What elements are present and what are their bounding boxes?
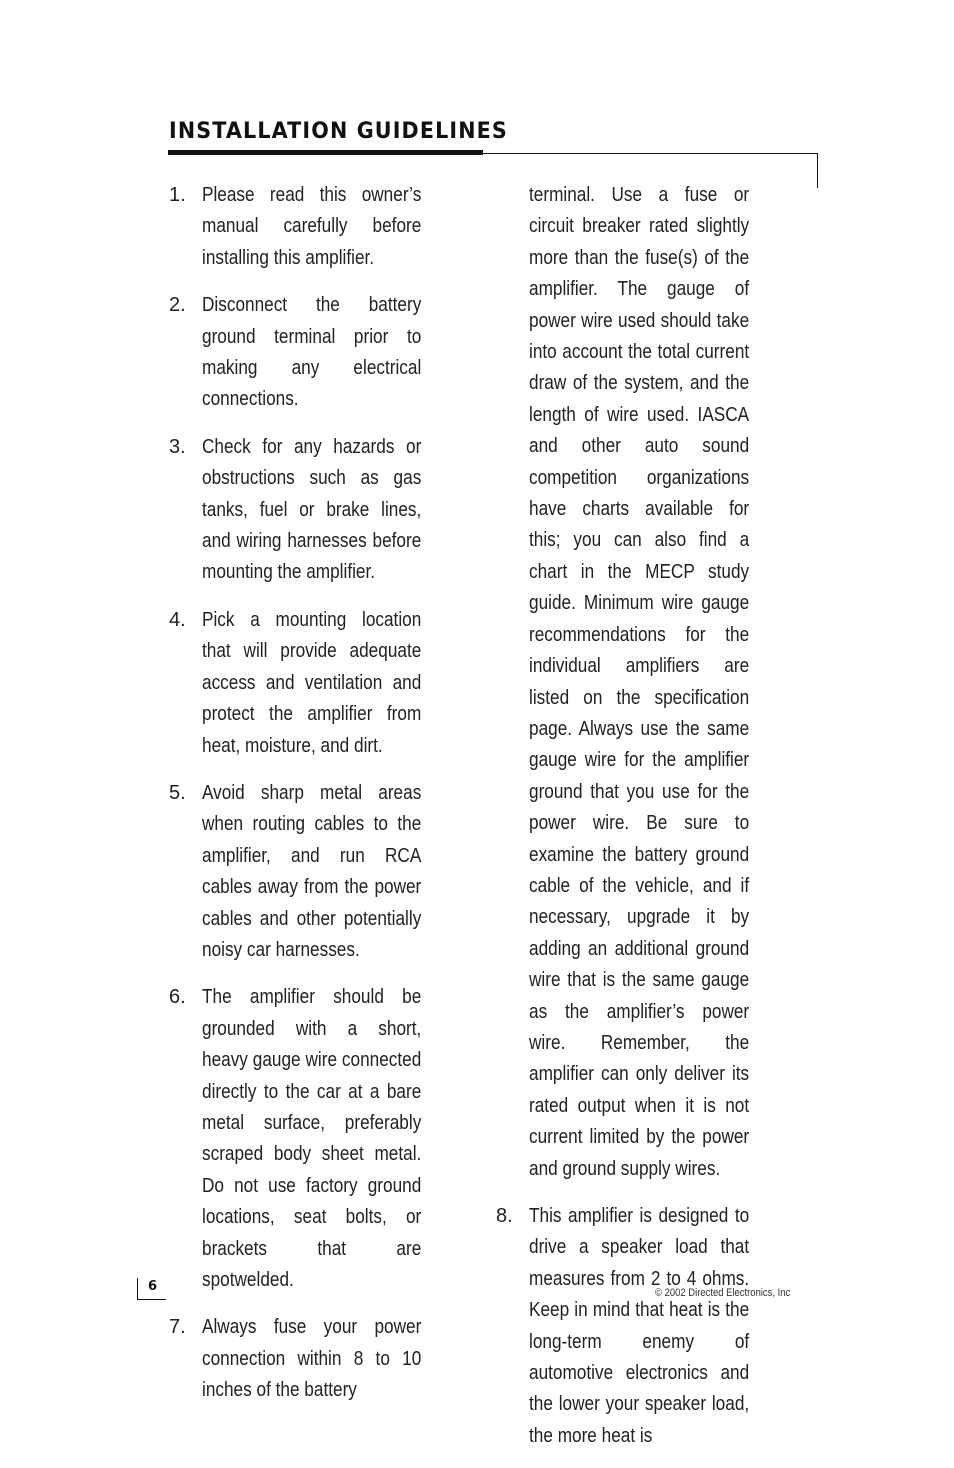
item-text: Disconnect the battery ground terminal prior to making any electrical connections. (202, 294, 422, 411)
item-text: Pick a mounting location that will provide adequate access and ventilation and protect the amplifier from heat, moisture, and dirt. (202, 608, 422, 757)
list-item (169, 605, 457, 762)
list-item (169, 982, 457, 1296)
heading-underline (168, 150, 483, 155)
item-number (496, 180, 529, 1185)
item-number: 7. (169, 1316, 186, 1339)
item-text: This amplifier is designed to drive a speaker load that measures from 2 to 4 ohms. Keep in mind that heat is the long-term enemy of automotive electronics and the lower your speaker load, the more heat is (529, 1205, 750, 1447)
item-text: Check for any hazards or obstructions such as gas tanks, fuel or brake lines, and wiring harnesses before mounting the amplifier. (202, 435, 422, 584)
list-item (496, 1201, 785, 1452)
item-number: 3. (169, 435, 186, 458)
copyright-notice: © 2002 Directed Electronics, Inc (655, 1287, 791, 1299)
item-number: 4. (169, 608, 186, 631)
page-heading: INSTALLATION GUIDELINES (169, 119, 508, 144)
item-number: 6. (169, 986, 186, 1009)
page-number-bracket-vertical (137, 1278, 138, 1300)
list-item (169, 432, 457, 589)
right-column (496, 180, 785, 1468)
item-text: Always fuse your power connection within 8 to 10 inches of the battery (202, 1316, 422, 1402)
list-item (169, 290, 457, 416)
page-number: 6 (148, 1279, 158, 1294)
item-number: 8. (496, 1205, 513, 1227)
heading-rule (483, 153, 818, 154)
list-item-continued (496, 180, 785, 1185)
item-number: 2. (169, 294, 186, 317)
item-number: 1. (169, 184, 186, 206)
item-text: terminal. Use a fuse or circuit breaker rated slightly more than the fuse(s) of the amplifier. The gauge of power wire used should take into account the total current draw of the system, and the length of wire used. IASCA and other auto sound competition organizations have charts available for this; you can also find a chart in the MECP study guide. Minimum wire gauge recommendations for the individual amplifiers are listed on the specification page. Always use the same gauge wire for the amplifier ground that you use for the power wire. Be sure to examine the battery ground cable of the vehicle, and if necessary, upgrade it by adding an additional ground wire that is the same gauge as the amplifier’s power wire. Remember, the amplifier can only deliver its rated output when it is not current limited by the power and ground supply wires. (529, 184, 750, 1180)
left-column (169, 180, 457, 1423)
list-item (169, 180, 457, 274)
item-text: Avoid sharp metal areas when routing cables to the amplifier, and run RCA cables away from the power cables and other potentially noisy car harnesses. (202, 781, 422, 961)
page-number-bracket-horizontal (137, 1299, 166, 1300)
list-item (169, 778, 457, 966)
item-number: 5. (169, 781, 186, 804)
heading-rule-corner (817, 153, 818, 188)
item-text: The amplifier should be grounded with a short, heavy gauge wire connected directly to the car at a bare metal surface, preferably scraped body sheet metal. Do not use factory ground locations, seat bolts, or brackets that are spotwelded. (202, 986, 422, 1291)
item-text: Please read this owner’s manual carefully before installing this amplifier. (202, 184, 422, 269)
list-item (169, 1312, 457, 1406)
